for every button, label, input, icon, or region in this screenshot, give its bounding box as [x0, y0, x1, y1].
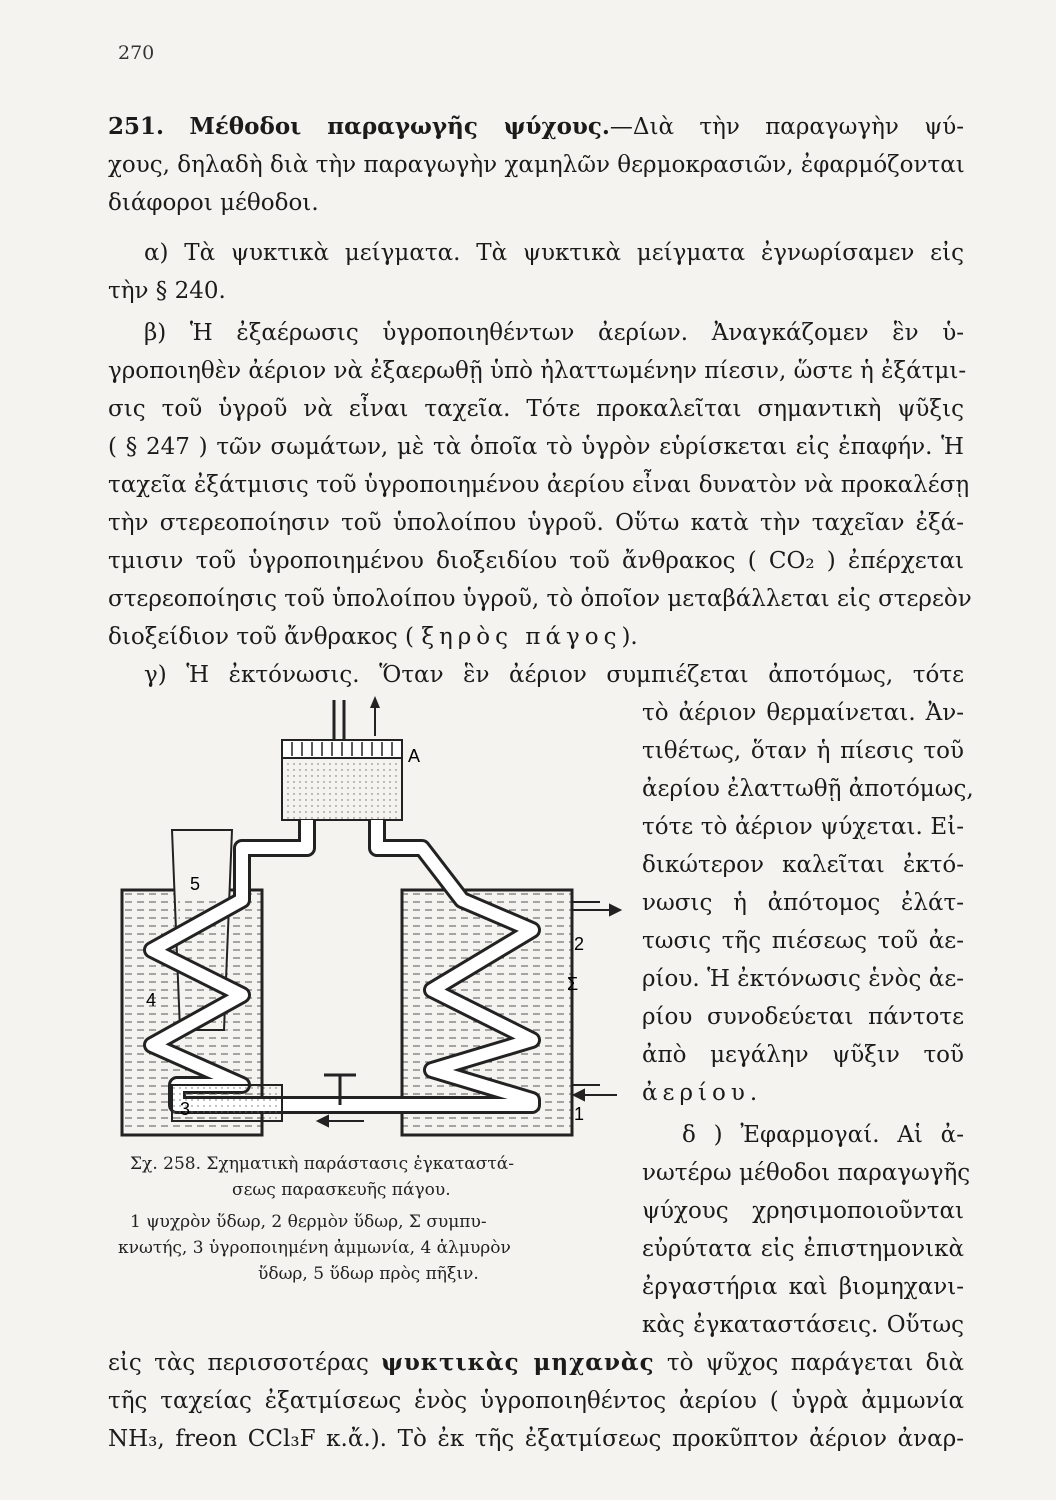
text-fragment: εἰς τὰς περισσοτέρας: [108, 1350, 369, 1376]
text-fragment: τὸ ψῦχος παράγεται διὰ: [666, 1350, 965, 1376]
label-sigma: Σ: [567, 974, 579, 994]
spaced-term: ξηρὸς πάγος: [421, 624, 622, 650]
label-1: 1: [574, 1104, 585, 1124]
side-line: δικώτερον καλεῖται ἐκτό-: [642, 852, 964, 878]
side-line: τιθέτως, ὅταν ἡ πίεσις τοῦ: [642, 738, 964, 764]
section-d-line: ἐργαστήρια καὶ βιομηχανι-: [642, 1274, 964, 1300]
heading-title: Μέθοδοι παραγωγῆς ψύχους.: [189, 113, 610, 140]
heading-number: 251.: [108, 113, 165, 140]
figure-caption-line: ὕδωρ, 5 ὕδωρ πρὸς πῆξιν.: [258, 1264, 479, 1284]
label-5: 5: [190, 874, 201, 894]
side-line: ἀπὸ μεγάλην ψῦξιν τοῦ: [642, 1042, 964, 1068]
ice-plant-diagram: [112, 690, 632, 1150]
side-line: ρίου συνοδεύεται πάντοτε: [642, 1004, 964, 1030]
side-line: ρίου. Ἡ ἐκτόνωσις ἑνὸς ἀε-: [642, 966, 964, 992]
side-line: ἀερίου ἐλαττωθῇ ἀποτόμως,: [642, 776, 974, 802]
bold-term: ψυκτικὰς μηχανὰς: [381, 1349, 655, 1376]
final-line: [108, 1348, 964, 1378]
text-fragment: διοξείδιον τοῦ ἄνθρακος (: [108, 624, 414, 650]
side-line: νωσις ἡ ἀπότομος ἐλάτ-: [642, 890, 964, 916]
section-d-line: εὐρύτατα εἰς ἐπιστημονικὰ: [642, 1236, 964, 1262]
section-d-line: δ ) Ἐφαρμογαί. Αἱ ἀ-: [682, 1122, 964, 1148]
section-b-line: ( § 247 ) τῶν σωμάτων, μὲ τὰ ὁποῖα τὸ ὑγρὸν εὑρίσκεται εἰς ἐπαφήν. Ἡ: [108, 434, 964, 460]
section-b-line: τμισιν τοῦ ὑγροποιημένου διοξειδίου τοῦ ἄνθρακος ( CO₂ ) ἐπέρχεται: [108, 548, 964, 574]
page-number: 270: [118, 42, 155, 64]
section-a-line: α) Τὰ ψυκτικὰ μείγματα. Τὰ ψυκτικὰ μείγματα ἐγνωρίσαμεν εἰς: [144, 240, 964, 266]
side-line: τωσις τῆς πιέσεως τοῦ ἀε-: [642, 928, 964, 954]
text-line: χους, δηλαδὴ διὰ τὴν παραγωγὴν χαμηλῶν θερμοκρασιῶν, ἐφαρμόζονται: [108, 152, 965, 178]
text-line: διάφοροι μέθοδοι.: [108, 190, 319, 216]
section-b-line: ταχεῖα ἐξάτμισις τοῦ ὑγροποιημένου ἀερίου εἶναι δυνατὸν νὰ προκαλέσῃ: [108, 472, 970, 498]
section-b-line: β) Ἡ ἐξαέρωσις ὑγροποιηθέντων ἀερίων. Ἀναγκάζομεν ἓν ὑ-: [144, 320, 964, 346]
label-3: 3: [180, 1099, 191, 1119]
side-line: τότε τὸ ἀέριον ψύχεται. Εἰ-: [642, 814, 964, 840]
section-b-line: σις τοῦ ὑγροῦ νὰ εἶναι ταχεῖα. Τότε προκαλεῖται σημαντικὴ ψῦξις: [108, 396, 964, 422]
final-line: NH₃, freon CCl₃F κ.ἄ.). Τὸ ἐκ τῆς ἐξατμίσεως προκῦπτον ἀέριον ἀναρ-: [108, 1426, 964, 1452]
compressor: [282, 696, 402, 820]
section-a-line: τὴν § 240.: [108, 278, 226, 304]
label-a: A: [408, 746, 421, 766]
figure-caption-line: Σχ. 258. Σχηματικὴ παράστασις ἐγκαταστά-: [130, 1154, 515, 1174]
final-line: τῆς ταχείας ἐξατμίσεως ἑνὸς ὑγροποιηθέντος ἀερίου ( ὑγρὰ ἀμμωνία: [108, 1388, 964, 1414]
label-2: 2: [574, 934, 585, 954]
side-line: τὸ ἀέριον θερμαίνεται. Ἀν-: [642, 700, 964, 726]
section-d-line: νωτέρω μέθοδοι παραγωγῆς: [642, 1160, 971, 1186]
section-d-line: κὰς ἐγκαταστάσεις. Οὕτως: [642, 1312, 964, 1338]
figure-caption-line: κνωτής, 3 ὑγροποιημένη ἀμμωνία, 4 ἁλμυρὸν: [118, 1238, 511, 1258]
figure-caption-line: 1 ψυχρὸν ὕδωρ, 2 θερμὸν ὕδωρ, Σ συμπυ-: [130, 1212, 487, 1232]
text-fragment: ).: [621, 624, 638, 650]
section-b-line: στερεοποίησις τοῦ ὑπολοίπου ὑγροῦ, τὸ ὁποῖον μεταβάλλεται εἰς στερεὸν: [108, 586, 972, 612]
section-heading: [108, 112, 964, 142]
side-line: ἀερίου.: [642, 1080, 763, 1106]
heading-rest: —Διὰ τὴν παραγωγὴν ψύ-: [609, 114, 965, 140]
section-d-line: ψύχους χρησιμοποιοῦνται: [642, 1198, 964, 1224]
section-b-line: [108, 622, 638, 652]
section-b-line: γροποιηθὲν ἀέριον νὰ ἐξαερωθῇ ὑπὸ ἠλαττωμένην πίεσιν, ὥστε ἡ ἐξάτμι-: [108, 358, 967, 384]
section-b-line: τὴν στερεοποίησιν τοῦ ὑπολοίπου ὑγροῦ. Οὕτω κατὰ τὴν ταχεῖαν ἐξά-: [108, 510, 964, 536]
section-c-line: γ) Ἡ ἐκτόνωσις. Ὅταν ἓν ἀέριον συμπιέζεται ἀποτόμως, τότε: [144, 662, 964, 688]
figure-caption-line: σεως παρασκευῆς πάγου.: [232, 1180, 451, 1200]
label-4: 4: [146, 990, 157, 1010]
